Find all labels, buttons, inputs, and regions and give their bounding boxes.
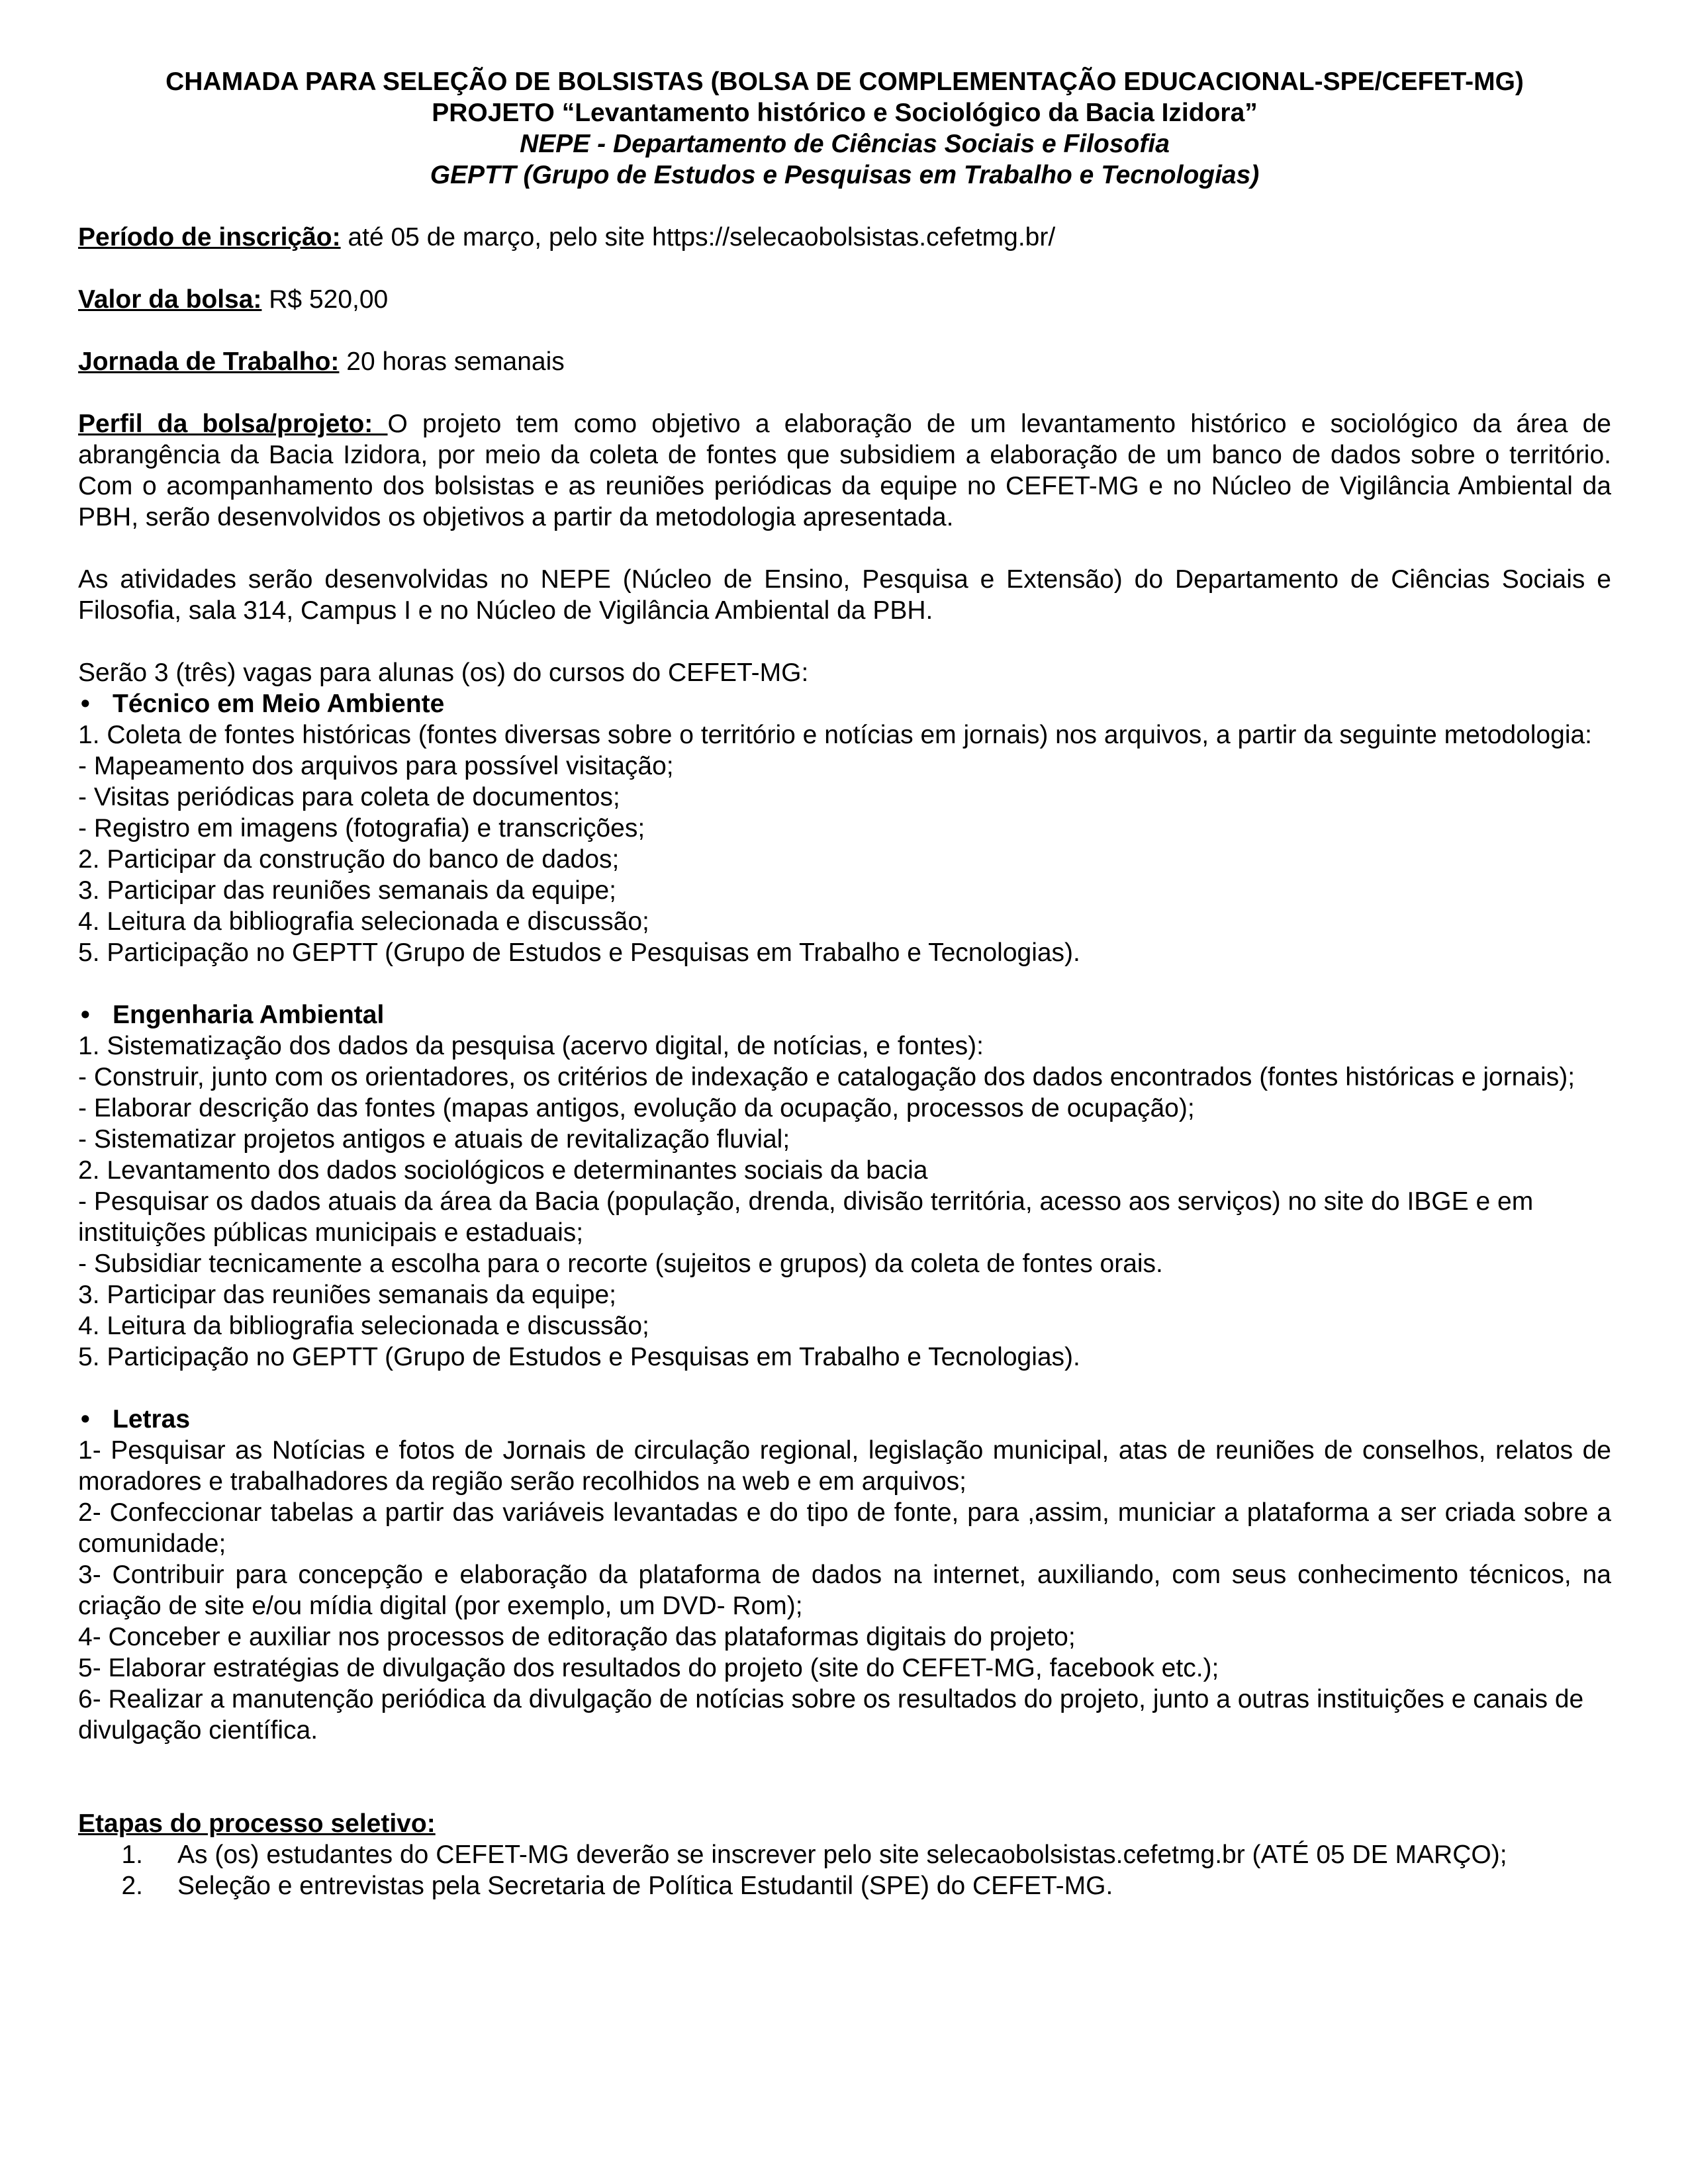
- list-item: - Construir, junto com os orientadores, os critérios de indexação e catalogação dos dados encontrados (fontes históricas e jornais);: [78, 1063, 1575, 1091]
- list-item: - Visitas periódicas para coleta de documentos;: [78, 783, 620, 811]
- header-call-title: CHAMADA PARA SELEÇÃO DE BOLSISTAS (BOLSA DE COMPLEMENTAÇÃO EDUCACIONAL-SPE/CEFET-MG): [165, 68, 1524, 96]
- list-item: - Mapeamento dos arquivos para possível visitação;: [78, 752, 674, 780]
- list-item: 3- Contribuir para concepção e elaboração da plataforma de dados na internet, auxiliando, com seus conhecimento técnicos, na criação de site e/ou mídia digital (por exemplo, um DVD- Rom);: [78, 1561, 1611, 1620]
- list-item: - Subsidiar tecnicamente a escolha para o recorte (sujeitos e grupos) da coleta de fontes orais.: [78, 1250, 1163, 1278]
- list-item: 1. Coleta de fontes históricas (fontes diversas sobre o território e notícias em jornais) nos arquivos, a partir da seguinte metodologia:: [78, 721, 1593, 749]
- scholarship-value-label: Valor da bolsa:: [78, 285, 262, 314]
- bullet-icon: •: [81, 1001, 90, 1029]
- bullet-icon: •: [81, 690, 90, 718]
- profile-text: O projeto tem como objetivo a elaboração de um levantamento histórico e sociológico da área de abrangência da Bacia Izidora, por meio da coleta de fontes que subsidiem a elaboração de um banco de dados sobre o território. Com o acompanhamento dos bolsistas e as reuniões periódicas da equipe no CEFET-MG e no Núcleo de Vigilância Ambiental da PBH, serão desenvolvidos os objetivos a partir da metodologia apresentada.: [78, 410, 1611, 531]
- profile-paragraph: [78, 408, 1611, 533]
- vacancies-intro: Serão 3 (três) vagas para alunas (os) do cursos do CEFET-MG:: [78, 659, 809, 687]
- list-item: - Elaborar descrição das fontes (mapas antigos, evolução da ocupação, processos de ocupação);: [78, 1094, 1195, 1122]
- list-item: 5. Participação no GEPTT (Grupo de Estudos e Pesquisas em Trabalho e Tecnologias).: [78, 1343, 1080, 1371]
- selection-step: [78, 1839, 1611, 1870]
- list-item: 2- Confeccionar tabelas a partir das variáveis levantadas e do tipo de fonte, para ,assim, municiar a plataforma a ser criada sobre a comunidade;: [78, 1498, 1611, 1558]
- step-number: 1.: [121, 1841, 143, 1869]
- workload-value: 20 horas semanais: [339, 347, 565, 376]
- registration-period-value: até 05 de março, pelo site https://selecaobolsistas.cefetmg.br/: [340, 223, 1056, 251]
- list-item: - Sistematizar projetos antigos e atuais de revitalização fluvial;: [78, 1125, 790, 1154]
- registration-period: [78, 222, 1611, 253]
- list-item: 1- Pesquisar as Notícias e fotos de Jornais de circulação regional, legislação municipal, atas de reuniões de conselhos, relatos de moradores e trabalhadores da região serão recolhidos na web e em arquivos;: [78, 1436, 1611, 1496]
- list-item: 4. Leitura da bibliografia selecionada e discussão;: [78, 907, 649, 936]
- bullet-icon: •: [81, 1405, 90, 1433]
- section-letras: [78, 1404, 1611, 1746]
- workload-label: Jornada de Trabalho:: [78, 347, 340, 376]
- section-title: • Letras: [78, 1404, 1611, 1435]
- section-tecnico-meio-ambiente: [78, 688, 1611, 968]
- list-item: 3. Participar das reuniões semanais da equipe;: [78, 1281, 616, 1309]
- list-item: - Pesquisar os dados atuais da área da Bacia (população, drenda, divisão territória, acesso aos serviços) no site do IBGE e em instituições públicas municipais e estaduais;: [78, 1187, 1534, 1247]
- list-item: 1. Sistematização dos dados da pesquisa (acervo digital, de notícias, e fontes):: [78, 1032, 984, 1060]
- activities-paragraph: As atividades serão desenvolvidas no NEPE (Núcleo de Ensino, Pesquisa e Extensão) do Departamento de Ciências Sociais e Filosofia, sala 314, Campus I e no Núcleo de Vigilância Ambiental da PBH.: [78, 565, 1611, 625]
- section-engenharia-ambiental: [78, 999, 1611, 1373]
- list-item: 2. Participar da construção do banco de dados;: [78, 845, 620, 874]
- list-item: 3. Participar das reuniões semanais da equipe;: [78, 876, 616, 905]
- document-header: [78, 66, 1611, 191]
- list-item: 4- Conceber e auxiliar nos processos de editoração das plataformas digitais do projeto;: [78, 1623, 1076, 1651]
- list-item: 5. Participação no GEPTT (Grupo de Estudos e Pesquisas em Trabalho e Tecnologias).: [78, 938, 1080, 967]
- selection-step: [78, 1870, 1611, 1901]
- list-item: 4. Leitura da bibliografia selecionada e discussão;: [78, 1312, 649, 1340]
- header-group: GEPTT (Grupo de Estudos e Pesquisas em Trabalho e Tecnologias): [430, 161, 1260, 189]
- registration-period-label: Período de inscrição:: [78, 223, 341, 251]
- section-title: • Engenharia Ambiental: [78, 999, 1611, 1030]
- document-page: [78, 66, 1611, 1901]
- list-item: - Registro em imagens (fotografia) e transcrições;: [78, 814, 645, 842]
- profile-label: Perfil da bolsa/projeto:: [78, 410, 388, 438]
- list-item: 2. Levantamento dos dados sociológicos e determinantes sociais da bacia: [78, 1156, 928, 1185]
- scholarship-value-amount: R$ 520,00: [261, 285, 389, 314]
- section-title: • Técnico em Meio Ambiente: [78, 688, 1611, 719]
- selection-steps: [78, 1808, 1611, 1901]
- list-item: 5- Elaborar estratégias de divulgação dos resultados do projeto (site do CEFET-MG, facebook etc.);: [78, 1654, 1219, 1682]
- selection-steps-title: Etapas do processo seletivo:: [78, 1809, 436, 1838]
- step-text: Seleção e entrevistas pela Secretaria de Política Estudantil (SPE) do CEFET-MG.: [177, 1872, 1113, 1900]
- step-number: 2.: [121, 1872, 143, 1900]
- list-item: 6- Realizar a manutenção periódica da divulgação de notícias sobre os resultados do projeto, junto a outras instituições e canais de divulgação científica.: [78, 1685, 1584, 1745]
- header-project-title: PROJETO “Levantamento histórico e Sociológico da Bacia Izidora”: [432, 99, 1258, 127]
- scholarship-value: [78, 284, 1611, 315]
- step-text: As (os) estudantes do CEFET-MG deverão se inscrever pelo site selecaobolsistas.cefetmg.br (ATÉ 05 DE MARÇO);: [177, 1841, 1507, 1869]
- blank-line: [78, 1777, 1611, 1808]
- header-department: NEPE - Departamento de Ciências Sociais e Filosofia: [520, 130, 1170, 158]
- workload: [78, 346, 1611, 377]
